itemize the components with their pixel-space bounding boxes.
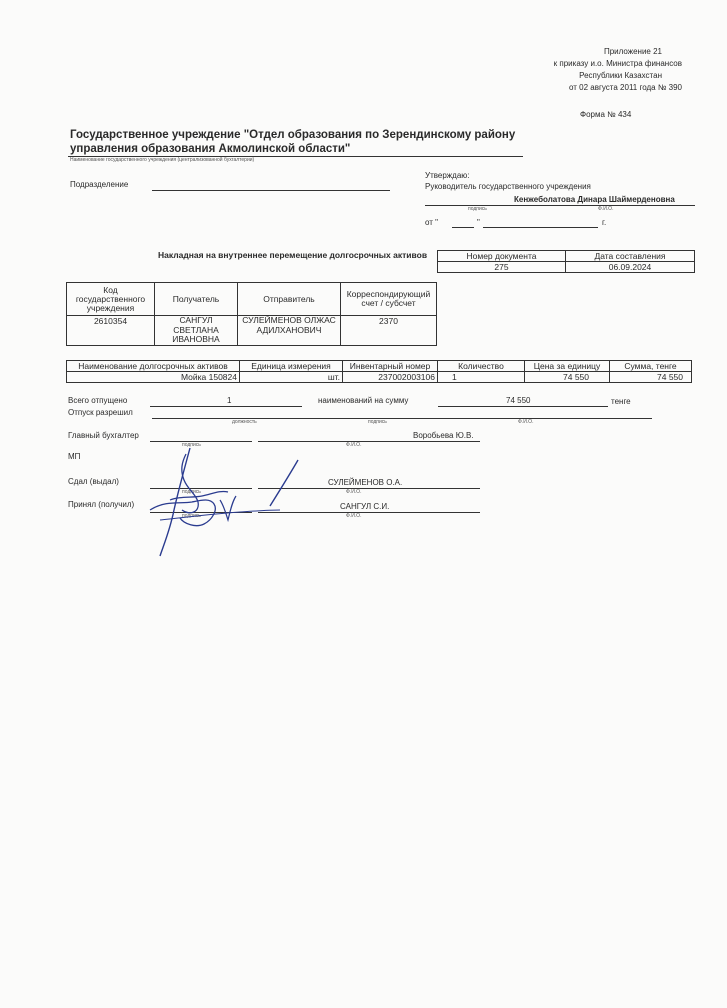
issued-label: Всего отпущено (68, 396, 128, 405)
stamp-label: МП (68, 452, 81, 461)
handed-name: СУЛЕЙМЕНОВ О.А. (328, 478, 403, 487)
chief-name: Воробьева Ю.В. (413, 431, 474, 440)
code-value: 2610354 (67, 316, 155, 346)
doc-number-header: Номер документа (438, 251, 566, 262)
org-name-line2: управления образования Акмолинской области" (70, 143, 351, 155)
receiver-header: Получатель (155, 283, 238, 316)
currency-label: тенге (611, 397, 631, 406)
parties-table (66, 282, 437, 346)
account-header: Корреспондирующий счет / субсчет (341, 283, 437, 316)
received-name: САНГУЛ С.И. (340, 502, 390, 511)
org-name-line1: Государственное учреждение "Отдел образования по Зерендинскому району (70, 129, 516, 141)
position-caption: должность (232, 419, 257, 425)
date-quote: " (477, 218, 480, 227)
handed-fio-caption: Ф.И.О. (346, 489, 362, 495)
item-sum: 74 550 (610, 372, 692, 383)
approved-label: Утверждаю: (425, 171, 470, 180)
date-year: г. (602, 218, 607, 227)
received-label: Принял (получил) (68, 500, 135, 509)
items-for-sum: наименований на сумму (318, 396, 409, 405)
head-label: Руководитель государственного учреждения (425, 182, 591, 191)
item-unit: шт. (240, 372, 343, 383)
appendix-line: Приложение 21 (603, 47, 662, 56)
account-value: 2370 (341, 316, 437, 346)
org-name (70, 128, 515, 156)
issued-count: 1 (227, 396, 232, 405)
subdivision-label: Подразделение (70, 180, 129, 189)
items-header-name: Наименование долгосрочных активов (67, 361, 240, 372)
receiver-value (155, 316, 238, 346)
date-day-line (452, 227, 474, 228)
total-sum: 74 550 (506, 396, 531, 405)
chief-fio-caption: Ф.И.О. (346, 442, 362, 448)
release-fio-caption: Ф.И.О. (518, 419, 534, 425)
head-sign-line (425, 205, 695, 206)
document-title: Накладная на внутреннее перемещение долгосрочных активов (158, 250, 428, 260)
date-from: от " (425, 218, 438, 227)
receiver-line: СВЕТЛАНА (173, 324, 219, 335)
item-name: Мойка 150824 (67, 372, 240, 383)
country-line: Республики Казахстан (579, 71, 662, 80)
head-fio-caption: Ф.И.О. (598, 206, 614, 212)
items-header-inventory: Инвентарный номер (343, 361, 438, 372)
doc-date-header: Дата составления (566, 251, 695, 262)
head-sign-caption: подпись (468, 206, 487, 212)
items-header-unit: Единица измерения (240, 361, 343, 372)
item-qty: 1 (438, 372, 525, 383)
receiver-line: ИВАНОВНА (172, 334, 220, 344)
form-number: Форма № 434 (580, 110, 632, 119)
sender-line: СУЛЕЙМЕНОВ ОЛЖАС (242, 315, 336, 325)
sender-header: Отправитель (238, 283, 341, 316)
appendix-block (540, 46, 682, 94)
handwritten-signature (140, 440, 310, 560)
date-month-line (483, 227, 598, 228)
handed-label: Сдал (выдал) (68, 477, 119, 486)
item-inventory: 237002003106 (343, 372, 438, 383)
chief-label: Главный бухгалтер (68, 431, 139, 440)
release-sign-caption: подпись (368, 419, 387, 425)
items-header-qty: Количество (438, 361, 525, 372)
chief-sign-caption: подпись (182, 442, 201, 448)
table-row (67, 372, 692, 383)
items-table (66, 360, 692, 383)
received-sign-caption: подпись (182, 513, 201, 519)
code-header: Код государственного учреждения (67, 283, 155, 316)
issued-line (150, 406, 302, 407)
order-line: к приказу и.о. Министра финансов (553, 59, 682, 68)
items-header-sum: Сумма, тенге (610, 361, 692, 372)
org-caption: Наименование государственного учреждения (централизованной бухгалтерии) (70, 157, 255, 163)
items-header-price: Цена за единицу (525, 361, 610, 372)
doc-number-value: 275 (438, 262, 566, 273)
sum-line (438, 406, 608, 407)
release-label: Отпуск разрешил (68, 408, 133, 417)
subdivision-line (152, 190, 390, 191)
release-line (152, 418, 652, 419)
doc-date-value: 06.09.2024 (566, 262, 695, 273)
head-name: Кенжеболатова Динара Шаймерденовна (514, 195, 675, 204)
sender-value (238, 316, 341, 346)
handed-sign-caption: подпись (182, 489, 201, 495)
receiver-line: САНГУЛ (179, 315, 213, 325)
doc-info-table (437, 250, 695, 273)
item-price: 74 550 (525, 372, 610, 383)
date-line: от 02 августа 2011 года № 390 (569, 83, 682, 92)
received-fio-caption: Ф.И.О. (346, 513, 362, 519)
sender-line: АДИЛХАНОВИЧ (256, 324, 322, 335)
